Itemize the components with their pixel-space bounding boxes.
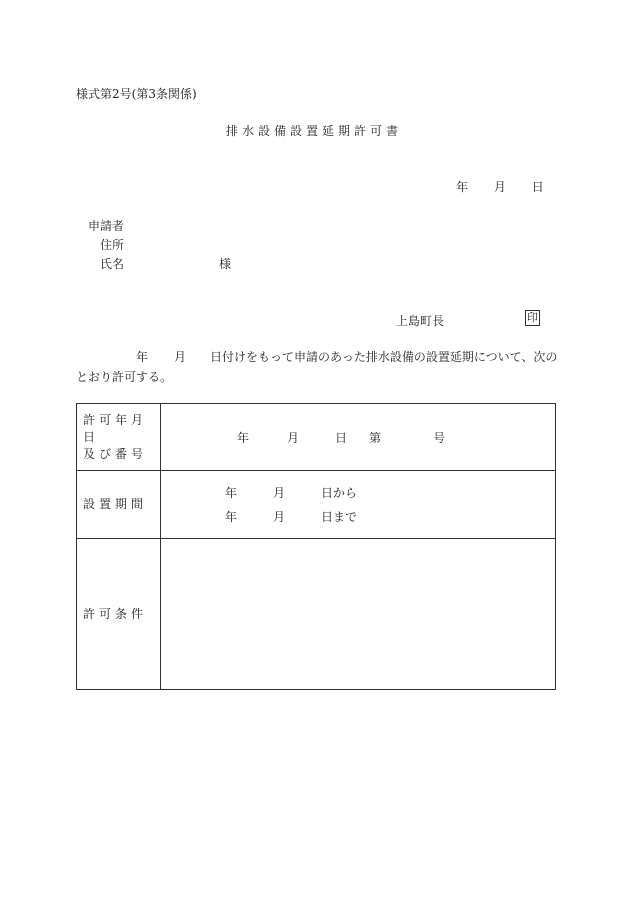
permit-date-value[interactable]: 年 月 日 第 号	[161, 404, 556, 471]
address-label: 住所	[100, 238, 125, 252]
body-text	[76, 347, 561, 387]
issuer-title: 上島町長	[396, 314, 445, 328]
table-row-installation-period	[77, 471, 556, 539]
applicant-label: 申請者	[88, 219, 125, 233]
body-year: 年	[136, 350, 149, 364]
table-row-conditions	[77, 539, 556, 690]
body-rest: 日付けをもって申請のあった排水設備の設置延期について、次のとおり許可する。	[76, 350, 558, 384]
issue-date	[456, 178, 566, 195]
conditions-value[interactable]	[161, 539, 556, 690]
date-day: 日	[531, 180, 544, 194]
name-label: 氏名	[100, 257, 125, 271]
date-month: 月	[493, 180, 506, 194]
installation-period-label: 設置期間	[77, 471, 161, 539]
seal-mark: 印	[527, 311, 538, 324]
table-row-permit-date	[77, 404, 556, 471]
installation-period-value[interactable]: 年 月 日から 年 月 日まで	[161, 471, 556, 539]
conditions-label: 許可条件	[77, 539, 161, 690]
document-title: 排水設備設置延期許可書	[226, 124, 403, 138]
date-year: 年	[456, 180, 469, 194]
permit-table	[76, 403, 556, 690]
honorific: 様	[219, 257, 232, 271]
permit-date-label: 許可年月日 及び番号	[77, 404, 161, 471]
form-number: 様式第2号(第3条関係)	[76, 87, 197, 101]
body-month: 月	[174, 350, 187, 364]
